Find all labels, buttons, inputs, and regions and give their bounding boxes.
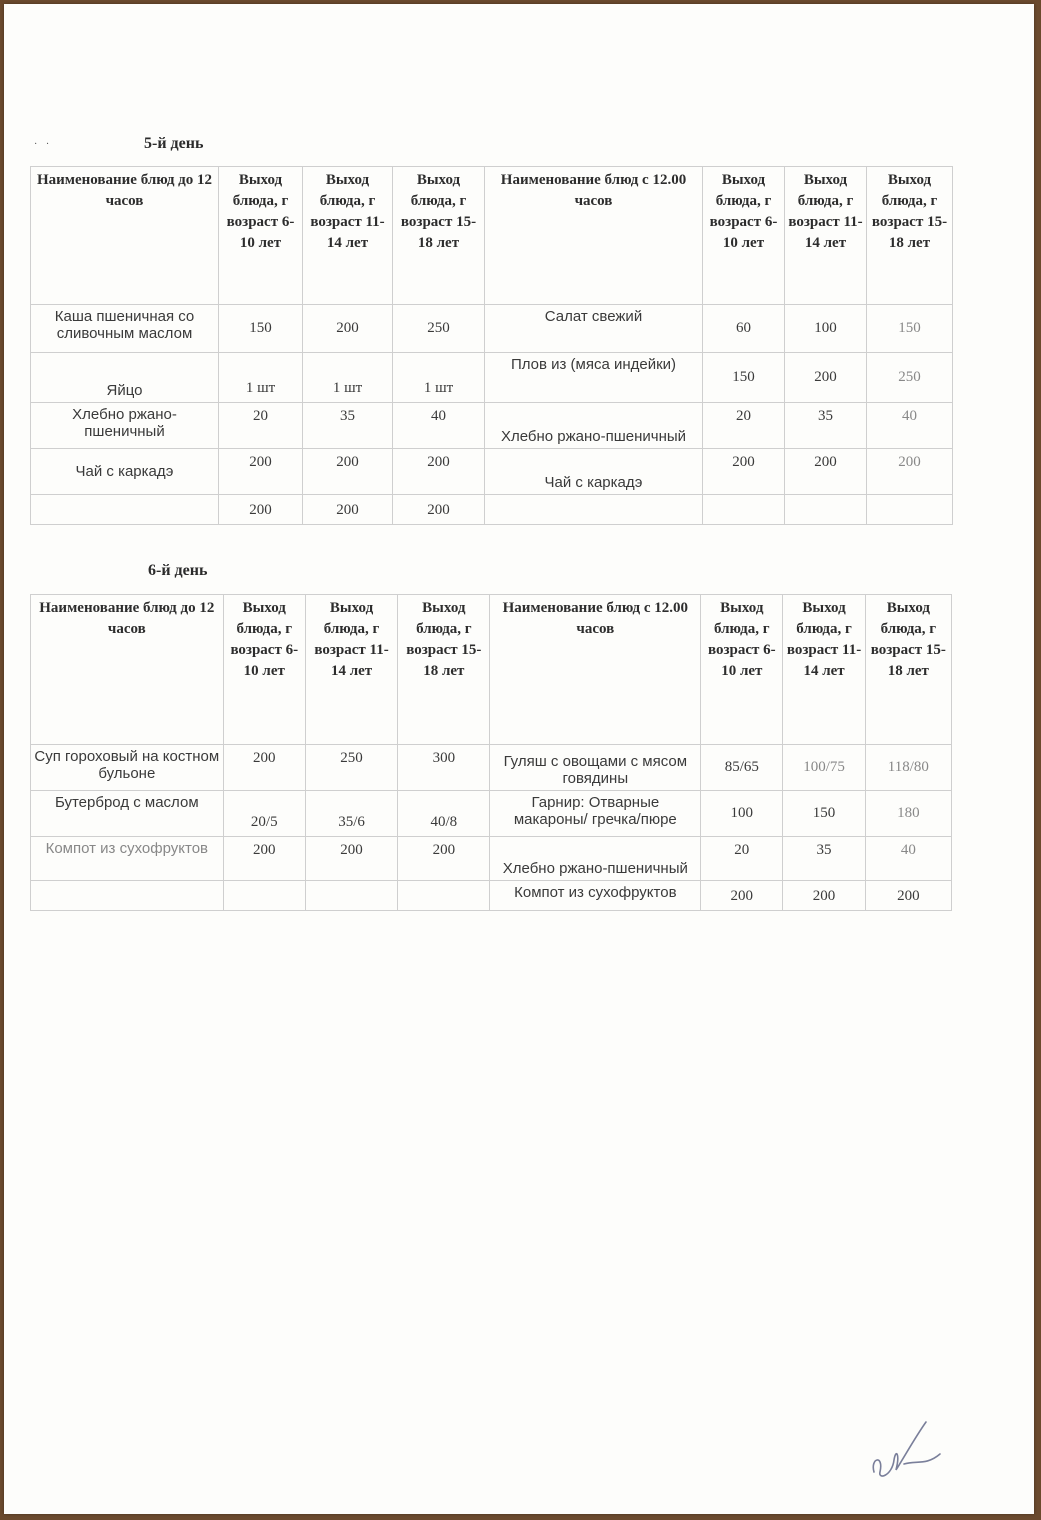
day6-menu-table bbox=[30, 594, 952, 911]
header-yield-6-10: Выход блюда, г возраст 6-10 лет bbox=[219, 167, 303, 305]
table-row bbox=[31, 837, 952, 881]
document-page bbox=[4, 4, 1034, 1514]
table-row bbox=[31, 881, 952, 911]
dish-before-cell bbox=[31, 495, 219, 525]
dish-before-cell: Бутерброд с маслом bbox=[31, 791, 224, 837]
table-row bbox=[31, 353, 953, 403]
yield-cell: 150 bbox=[783, 791, 865, 837]
dish-after-cell: Салат свежий bbox=[485, 305, 703, 353]
yield-cell: 200 bbox=[398, 837, 490, 881]
dish-after-cell: Хлебно ржано-пшеничный bbox=[490, 837, 701, 881]
day5-menu-table bbox=[30, 166, 953, 525]
yield-cell: 200 bbox=[223, 837, 305, 881]
yield-cell: 200 bbox=[303, 495, 393, 525]
yield-cell: 200 bbox=[865, 881, 951, 911]
header-yield-11-14-after: Выход блюда, г возраст 11-14 лет bbox=[783, 595, 865, 745]
dish-before-cell: Суп гороховый на костном бульоне bbox=[31, 745, 224, 791]
yield-cell: 250 bbox=[305, 745, 397, 791]
header-yield-15-18: Выход блюда, г возраст 15-18 лет bbox=[393, 167, 485, 305]
yield-cell: 200 bbox=[223, 745, 305, 791]
yield-cell: 250 bbox=[867, 353, 953, 403]
yield-cell: 1 шт bbox=[219, 353, 303, 403]
header-yield-11-14: Выход блюда, г возраст 11-14 лет bbox=[303, 167, 393, 305]
yield-cell: 35 bbox=[785, 403, 867, 449]
yield-cell: 60 bbox=[703, 305, 785, 353]
dish-before-cell: Компот из сухофруктов bbox=[31, 837, 224, 881]
yield-cell: 118/80 bbox=[865, 745, 951, 791]
dish-after-cell bbox=[485, 495, 703, 525]
yield-cell: 35 bbox=[783, 837, 865, 881]
yield-cell: 100 bbox=[785, 305, 867, 353]
dish-after-cell: Компот из сухофруктов bbox=[490, 881, 701, 911]
yield-cell: 1 шт bbox=[303, 353, 393, 403]
day5-header-row bbox=[31, 167, 953, 305]
header-yield-15-18-after: Выход блюда, г возраст 15-18 лет bbox=[867, 167, 953, 305]
yield-cell bbox=[703, 495, 785, 525]
yield-cell: 20 bbox=[701, 837, 783, 881]
yield-cell: 20 bbox=[703, 403, 785, 449]
yield-cell: 150 bbox=[703, 353, 785, 403]
yield-cell: 35 bbox=[303, 403, 393, 449]
yield-cell: 100 bbox=[701, 791, 783, 837]
header-yield-6-10-after: Выход блюда, г возраст 6-10 лет bbox=[701, 595, 783, 745]
day6-header-row bbox=[31, 595, 952, 745]
yield-cell: 300 bbox=[398, 745, 490, 791]
yield-cell: 200 bbox=[219, 449, 303, 495]
yield-cell: 200 bbox=[785, 353, 867, 403]
yield-cell: 250 bbox=[393, 305, 485, 353]
yield-cell: 200 bbox=[303, 449, 393, 495]
header-yield-6-10-after: Выход блюда, г возраст 6-10 лет bbox=[703, 167, 785, 305]
yield-cell: 40 bbox=[393, 403, 485, 449]
header-yield-11-14: Выход блюда, г возраст 11-14 лет bbox=[305, 595, 397, 745]
table-row bbox=[31, 403, 953, 449]
yield-cell bbox=[785, 495, 867, 525]
dish-after-cell: Хлебно ржано-пшеничный bbox=[485, 403, 703, 449]
stray-marks: · · bbox=[34, 139, 53, 150]
day6-title: 6-й день bbox=[148, 562, 208, 579]
dish-before-cell: Хлебно ржано-пшеничный bbox=[31, 403, 219, 449]
yield-cell bbox=[867, 495, 953, 525]
yield-cell bbox=[223, 881, 305, 911]
dish-after-cell: Гарнир: Отварные макароны/ гречка/пюре bbox=[490, 791, 701, 837]
yield-cell: 40 bbox=[867, 403, 953, 449]
dish-after-cell: Плов из (мяса индейки) bbox=[485, 353, 703, 403]
dish-after-cell: Чай с каркадэ bbox=[485, 449, 703, 495]
yield-cell bbox=[398, 881, 490, 911]
dish-before-cell: Чай с каркадэ bbox=[31, 449, 219, 495]
table-row bbox=[31, 495, 953, 525]
table-row bbox=[31, 791, 952, 837]
yield-cell: 150 bbox=[219, 305, 303, 353]
yield-cell: 100/75 bbox=[783, 745, 865, 791]
yield-cell: 35/6 bbox=[305, 791, 397, 837]
header-yield-15-18-after: Выход блюда, г возраст 15-18 лет bbox=[865, 595, 951, 745]
yield-cell: 200 bbox=[393, 449, 485, 495]
yield-cell: 20 bbox=[219, 403, 303, 449]
yield-cell: 200 bbox=[219, 495, 303, 525]
yield-cell: 200 bbox=[703, 449, 785, 495]
header-dish-after: Наименование блюд с 12.00 часов bbox=[485, 167, 703, 305]
table-row bbox=[31, 745, 952, 791]
yield-cell: 40 bbox=[865, 837, 951, 881]
header-dish-before: Наименование блюд до 12 часов bbox=[31, 595, 224, 745]
dish-before-cell bbox=[31, 881, 224, 911]
dish-after-cell: Гуляш с овощами с мясом говядины bbox=[490, 745, 701, 791]
header-yield-11-14-after: Выход блюда, г возраст 11-14 лет bbox=[785, 167, 867, 305]
yield-cell: 200 bbox=[783, 881, 865, 911]
header-dish-after: Наименование блюд с 12.00 часов bbox=[490, 595, 701, 745]
yield-cell: 200 bbox=[867, 449, 953, 495]
yield-cell: 200 bbox=[305, 837, 397, 881]
yield-cell bbox=[305, 881, 397, 911]
table-row bbox=[31, 305, 953, 353]
yield-cell: 85/65 bbox=[701, 745, 783, 791]
yield-cell: 200 bbox=[785, 449, 867, 495]
header-dish-before: Наименование блюд до 12 часов bbox=[31, 167, 219, 305]
yield-cell: 150 bbox=[867, 305, 953, 353]
yield-cell: 1 шт bbox=[393, 353, 485, 403]
header-yield-15-18: Выход блюда, г возраст 15-18 лет bbox=[398, 595, 490, 745]
yield-cell: 20/5 bbox=[223, 791, 305, 837]
yield-cell: 200 bbox=[393, 495, 485, 525]
dish-before-cell: Каша пшеничная со сливочным маслом bbox=[31, 305, 219, 353]
yield-cell: 200 bbox=[303, 305, 393, 353]
dish-before-cell: Яйцо bbox=[31, 353, 219, 403]
yield-cell: 200 bbox=[701, 881, 783, 911]
table-row bbox=[31, 449, 953, 495]
day5-title: 5-й день bbox=[144, 135, 204, 152]
yield-cell: 40/8 bbox=[398, 791, 490, 837]
handwritten-signature bbox=[866, 1414, 946, 1484]
yield-cell: 180 bbox=[865, 791, 951, 837]
header-yield-6-10: Выход блюда, г возраст 6-10 лет bbox=[223, 595, 305, 745]
